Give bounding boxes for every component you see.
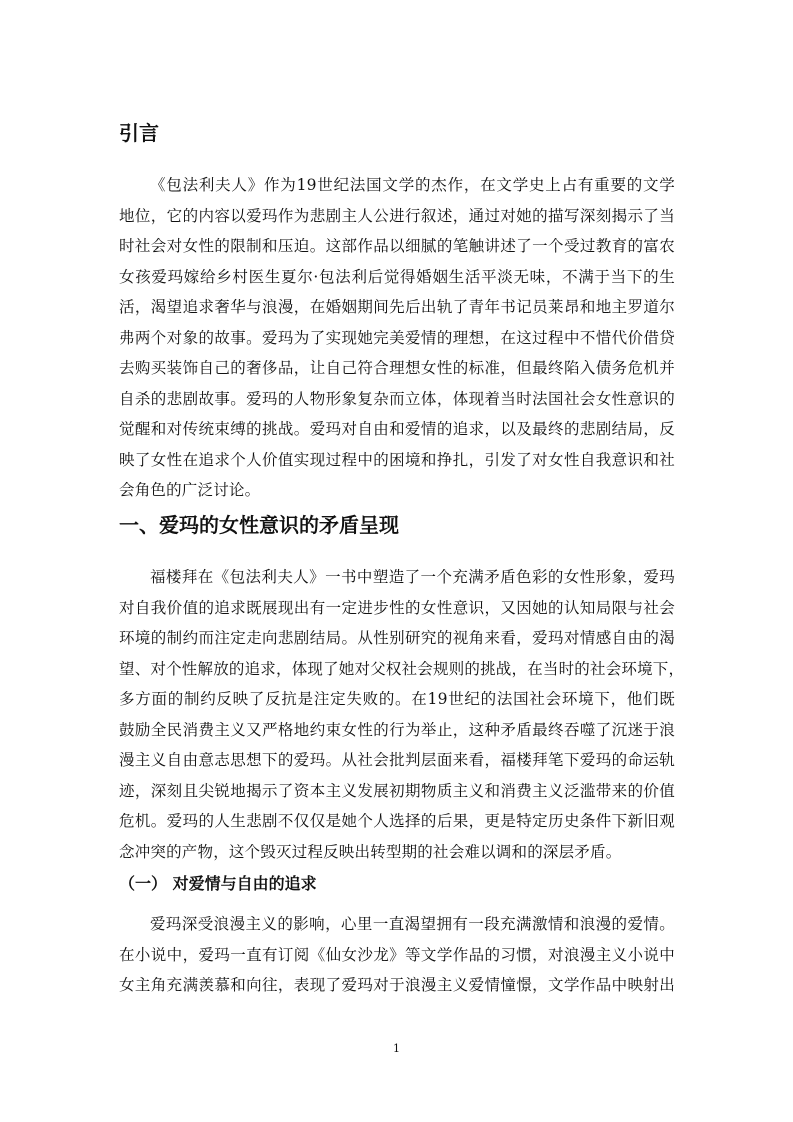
page-number: 1 [393,1042,400,1055]
text-line: 去购买装饰自己的奢侈品，让自己符合理想女性的标准，但最终陷入债务危机并 [119,359,675,377]
text-line: 望、对个性解放的追求，体现了她对父权社会规则的挑战，在当时的社会环境下， [119,659,685,678]
text-line: 鼓励全民消费主义又严格地约束女性的行为举止，这种矛盾最终吞噬了沉迷于浪 [119,720,675,739]
text-line: 福楼拜在《包法利夫人》一书中塑造了一个充满矛盾色彩的女性形象，爱玛 [150,568,675,586]
subsection-1-paragraph [119,909,675,1001]
heading-intro: 引言 [119,121,159,145]
text-line: 爱玛深受浪漫主义的影响，心里一直渴望拥有一段充满激情和浪漫的爱情。 [150,915,675,933]
text-line: 会角色的广泛讨论。 [119,481,261,499]
text-line: 对自我价值的追求既展现出有一定进步性的女性意识，又因她的认知局限与社会 [119,598,675,617]
text-line: 迹，深刻且尖锐地揭示了资本主义发展初期物质主义和消费主义泛滥带来的价值 [119,781,675,800]
intro-paragraph [119,170,675,506]
text-line: 地位，它的内容以爱玛作为悲剧主人公进行叙述，通过对她的描写深刻揭示了当 [119,206,675,225]
text-line: 女主角充满羡慕和向往，表现了爱玛对于浪漫主义爱情憧憬，文学作品中映射出 [119,976,675,994]
section-1-paragraph [119,562,685,867]
text-line: 多方面的制约反映了反抗是注定失败的。在19世纪的法国社会环境下，他们既 [119,690,675,708]
text-line: 活，渴望追求奢华与浪漫，在婚姻期间先后出轨了青年书记员莱昂和地主罗道尔 [119,298,675,316]
text-line: 时社会对女性的限制和压迫。这部作品以细腻的笔触讲述了一个受过教育的富农 [119,237,675,255]
text-line: 弗两个对象的故事。爱玛为了实现她完美爱情的理想，在这过程中不惜代价借贷 [119,328,675,347]
text-line: 漫主义自由意志思想下的爱玛。从社会批判层面来看，福楼拜笔下爱玛的命运轨 [119,751,675,769]
text-line: 危机。爱玛的人生悲剧不仅仅是她个人选择的后果，更是特定历史条件下新旧观 [119,812,675,830]
text-line: 念冲突的产物，这个毁灭过程反映出转型期的社会难以调和的深层矛盾。 [119,842,622,861]
text-line: 觉醒和对传统束缚的挑战。爱玛对自由和爱情的追求，以及最终的悲剧结局，反 [119,420,675,438]
text-line: 在小说中，爱玛一直有订阅《仙女沙龙》等文学作品的习惯，对浪漫主义小说中 [119,945,675,964]
heading-subsection-1: （一） 对爱情与自由的追求 [119,874,317,893]
text-line: 自杀的悲剧故事。爱玛的人物形象复杂而立体，体现着当时法国社会女性意识的 [119,389,675,408]
text-line: 《包法利夫人》作为19世纪法国文学的杰作，在文学史上占有重要的文学 [150,176,675,194]
text-line: 环境的制约而注定走向悲剧结局。从性别研究的视角来看，爱玛对情感自由的渴 [119,629,675,647]
heading-section-1: 一、爱玛的女性意识的矛盾呈现 [119,513,399,537]
text-line: 映了女性在追求个人价值实现过程中的困境和挣扎，引发了对女性自我意识和社 [119,450,675,469]
text-line: 女孩爱玛嫁给乡村医生夏尔·包法利后觉得婚姻生活平淡无味，不满于当下的生 [119,267,675,286]
